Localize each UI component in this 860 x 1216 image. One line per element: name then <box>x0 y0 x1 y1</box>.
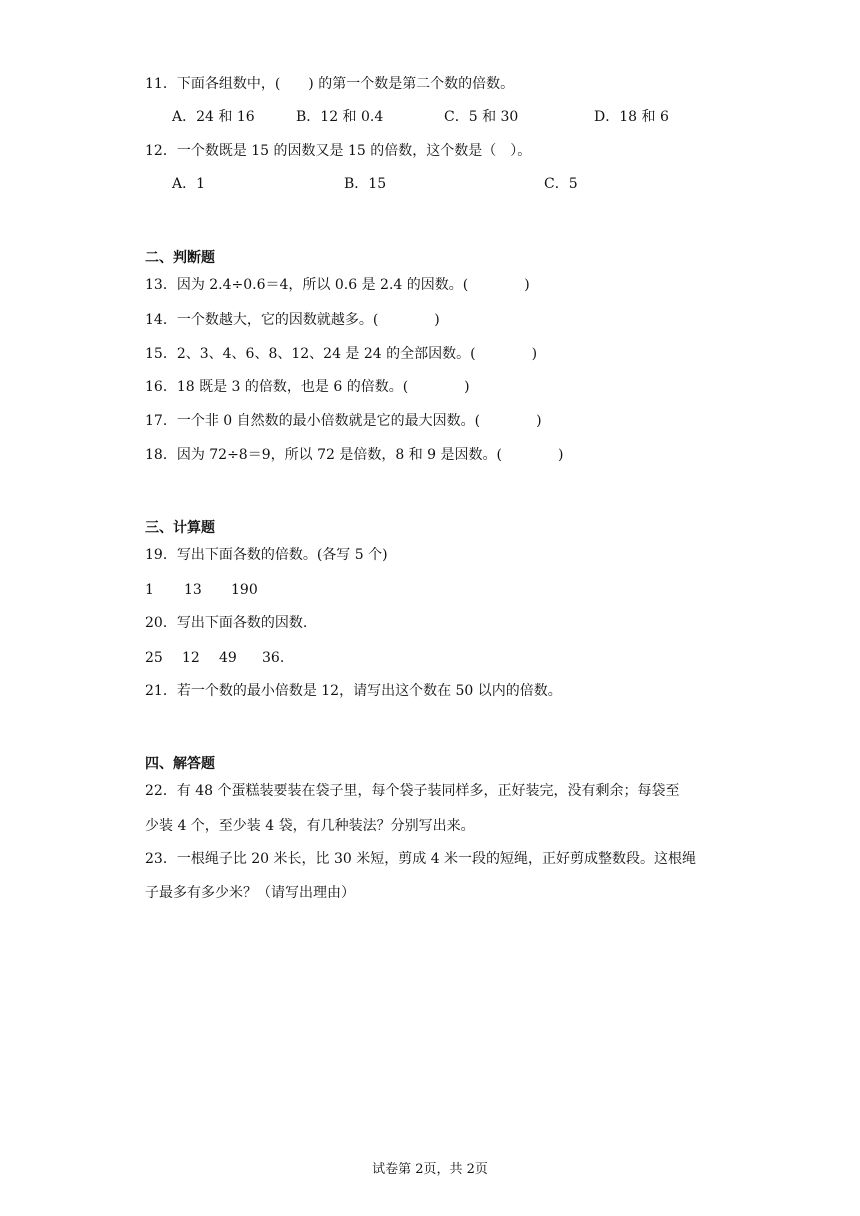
question-19-number: 13 <box>184 582 202 598</box>
question-12-option-c: C．5 <box>544 176 578 192</box>
question-19: 19．写出下面各数的倍数。(各写 5 个) <box>145 547 388 563</box>
question-20: 20．写出下面各数的因数. <box>145 615 308 631</box>
question-11-option-b: B．12 和 0.4 <box>296 109 384 125</box>
question-11-option-c: C．5 和 30 <box>444 109 519 125</box>
question-12-option-a: A．1 <box>172 176 206 192</box>
question-16: 16．18 既是 3 的倍数，也是 6 的倍数。( ) <box>145 379 470 395</box>
question-20-number: 36. <box>262 650 285 666</box>
question-13: 13．因为 2.4÷0.6＝4，所以 0.6 是 2.4 的因数。( ) <box>145 277 530 293</box>
question-22-line-2: 少装 4 个，至少装 4 袋，有几种装法？分别写出来。 <box>145 818 475 834</box>
question-14: 14．一个数越大，它的因数就越多。( ) <box>145 312 440 328</box>
question-17: 17．一个非 0 自然数的最小倍数就是它的最大因数。( ) <box>145 413 542 429</box>
question-11-stem: 11．下面各组数中，( ) 的第一个数是第二个数的倍数。 <box>145 76 515 92</box>
question-12-stem: 12．一个数既是 15 的因数又是 15 的倍数，这个数是（ ）。 <box>145 143 532 159</box>
question-22-line-1: 22．有 48 个蛋糕装要装在袋子里，每个袋子装同样多，正好装完，没有剩余；每袋至 <box>145 783 680 799</box>
page-footer: 试卷第 2页，共 2页 <box>372 1162 488 1177</box>
question-23-line-2: 子最多有多少米？（请写出理由） <box>145 885 355 901</box>
question-20-number: 12 <box>182 650 200 666</box>
question-12-option-b: B．15 <box>344 176 387 192</box>
question-19-number: 1 <box>145 582 154 598</box>
question-20-number: 25 <box>145 650 163 666</box>
question-15: 15．2、3、4、6、8、12、24 是 24 的全部因数。( ) <box>145 346 538 362</box>
question-20-number: 49 <box>219 650 237 666</box>
question-23-line-1: 23．一根绳子比 20 米长，比 30 米短，剪成 4 米一段的短绳，正好剪成整数段。这根绳 <box>145 851 697 867</box>
section-3-heading: 三、计算题 <box>145 520 215 536</box>
question-11-option-d: D．18 和 6 <box>594 109 669 125</box>
question-19-number: 190 <box>231 582 258 598</box>
question-18: 18．因为 72÷8＝9，所以 72 是倍数，8 和 9 是因数。( ) <box>145 447 564 463</box>
question-21: 21．若一个数的最小倍数是 12，请写出这个数在 50 以内的倍数。 <box>145 683 562 699</box>
section-2-heading: 二、判断题 <box>145 250 215 266</box>
question-11-option-a: A．24 和 16 <box>172 109 255 125</box>
section-4-heading: 四、解答题 <box>145 756 215 772</box>
